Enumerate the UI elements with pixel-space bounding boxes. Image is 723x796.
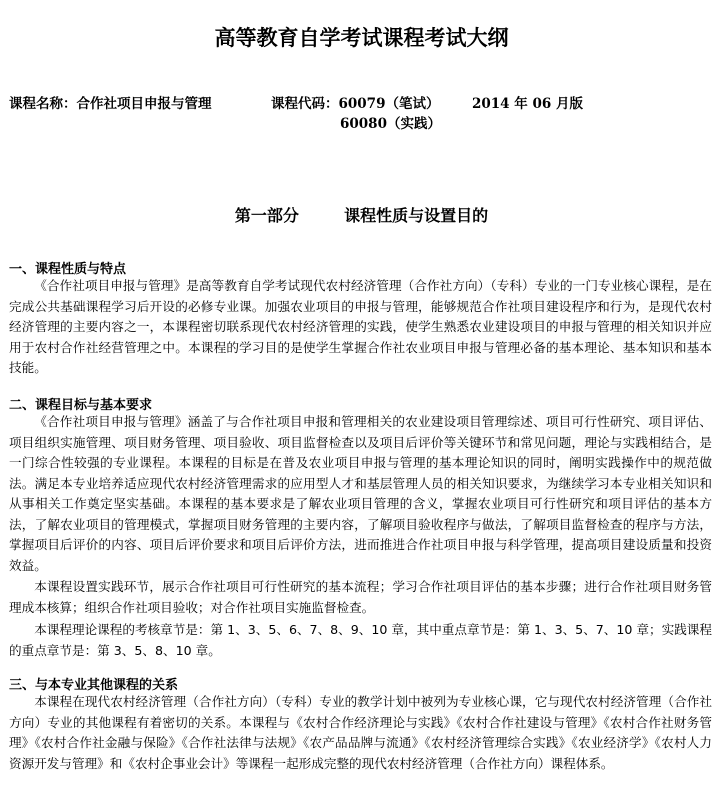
course-code: 课程代码：60079（笔试） bbox=[271, 96, 440, 112]
section-2-paragraph-2: 本课程设置实践环节，展示合作社项目可行性研究的基本流程；学习合作社项目评估的基本步骤；进行合作社项目财务管理成本核算；组织合作社项目验收；对合作社项目实施监督检查。 bbox=[9, 579, 712, 615]
section-3-paragraph-1: 本课程在现代农村经济管理（合作社方向）（专科）专业的教学计划中被列为专业核心课，它与现代农村经济管理（合作社方向）专业的其他课程有着密切的关系。本课程与《农村合作经济理论与实践》《农村合作社建设与管理》《农村合作社财务管理》《农村合作社金融与保险》《合作社法律与法规》《农产品品牌与流通》《农村经济管理综合实践》《农业经济学》《农村人力资源开发与管理》和《农村企事业会计》等课程一起形成完整的现代农村经济管理（合作社方向）课程体系。 bbox=[9, 694, 712, 771]
section-heading-2: 二、课程目标与基本要求 bbox=[9, 398, 153, 413]
section-2-paragraph-1: 《合作社项目申报与管理》涵盖了与合作社项目申报和管理相关的农业建设项目管理综述、项目可行性研究、项目评估、项目组织实施管理、项目财务管理、项目验收、项目监督检查以及项目后评价等关键环节和常见问题，理论与实践相结合，是一门综合性较强的专业课程。本课程的目标是在普及农业项目申报与管理的基本理论知识的同时，阐明实践操作中的规范做法。满足本专业培养适应现代农村经济管理需求的应用型人才和基层管理人员的相关知识要求，为继续学习本专业相关知识和从事相关工作奠定坚实基础。本课程的基本要求是了解农业项目管理的含义，掌握农业项目可行性研究和项目评估的基本方法，了解农业项目的管理模式，掌握项目财务管理的主要内容，了解项目验收程序与做法，了解项目监督检查的程序与方法，掌握项目后评价的内容、项目后评价要求和项目后评价方法，进而推进合作社项目申报与科学管理，提高项目建设质量和投资效益。 bbox=[9, 414, 712, 573]
course-name: 课程名称：合作社项目申报与管理 bbox=[9, 96, 212, 112]
section-1-paragraph-1: 《合作社项目申报与管理》是高等教育自学考试现代农村经济管理（合作社方向）（专科）专业的一门专业核心课程，是在完成公共基础课程学习后开设的必修专业课。加强农业项目的申报与管理，能够规范合作社项目建设程序和行为，是现代农村经济管理的主要内容之一，本课程密切联系现代农村经济管理的实践，使学生熟悉农业建设项目的申报与管理的相关知识并应用于农村合作社经营管理之中。本课程的学习目的是使学生掌握合作社农业项目申报与管理必备的基本理论、基本知识和基本技能。 bbox=[9, 278, 712, 375]
course-code-practice: 60080（实践） bbox=[340, 116, 441, 132]
version-date: 2014 年 06 月版 bbox=[472, 96, 583, 112]
part-label: 第一部分 bbox=[234, 206, 299, 225]
section-2-paragraph-3: 本课程理论课程的考核章节是：第 1、3、5、6、7、8、9、10 章，其中重点章节是：第 1、3、5、7、10 章；实践课程的重点章节是：第 3、5、8、10 章。 bbox=[9, 622, 712, 658]
section-heading-1: 一、课程性质与特点 bbox=[9, 262, 127, 277]
section-heading-3: 三、与本专业其他课程的关系 bbox=[9, 678, 179, 693]
part-title: 课程性质与设置目的 bbox=[344, 206, 489, 225]
document-title: 高等教育自学考试课程考试大纲 bbox=[214, 25, 509, 50]
part-heading bbox=[0, 203, 723, 226]
